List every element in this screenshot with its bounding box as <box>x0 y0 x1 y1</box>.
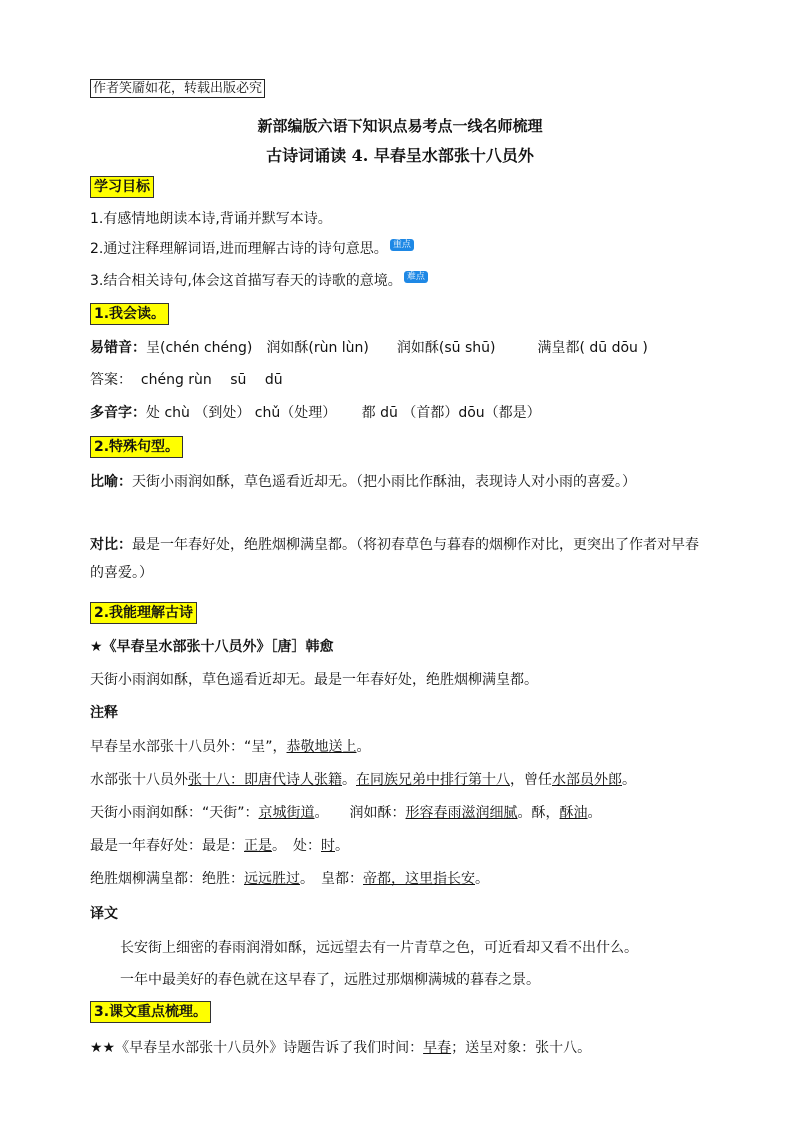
contrast-line <box>90 531 710 587</box>
note4-underline-2: 时 <box>321 838 335 854</box>
author-note: 作者笑靥如花，转载出版必究 <box>90 79 265 98</box>
notes-heading: 注释 <box>90 705 118 721</box>
sentences-heading-line <box>90 436 183 458</box>
note1-underline: 恭敬地送上 <box>286 739 357 755</box>
note2-underline-3: 水部员外郎 <box>552 772 622 788</box>
metaphor-line <box>90 468 710 496</box>
read-heading-line <box>90 303 169 325</box>
note1-post: 。 <box>356 739 371 755</box>
note1-pre: 早春呈水部张十八员外：“呈”， <box>90 739 287 755</box>
sentences-heading: 2.特殊句型。 <box>90 436 183 458</box>
note5-mid: 。 皇都： <box>300 871 363 887</box>
answer-label: 答案： <box>90 372 132 388</box>
contrast-text: 最是一年春好处，绝胜烟柳满皇都。（将初春草色与暮春的烟柳作对比，更突出了作者对早春的喜爱。） <box>90 537 699 581</box>
key-points-pre: ★★《早春呈水部张十八员外》诗题告诉了我们时间： <box>90 1040 424 1056</box>
polyphone-line <box>90 403 541 423</box>
poem-text: 天街小雨润如酥，草色遥看近却无。最是一年春好处，绝胜烟柳满皇都。 <box>90 672 538 688</box>
key-points-heading: 3.课文重点梳理。 <box>90 1001 211 1023</box>
polyphone-label: 多音字： <box>90 405 146 421</box>
note4-pre: 最是一年春好处：最是： <box>90 838 244 854</box>
answer-line <box>90 370 283 390</box>
note5-underline-2: 帝都，这里指长安 <box>363 871 475 887</box>
translation-heading: 译文 <box>90 906 118 922</box>
goal-item-2-text: 2.通过注释理解词语,进而理解古诗的诗句意思。 <box>90 241 388 257</box>
note2-underline-2: 在同族兄弟中排行第十八 <box>356 772 510 788</box>
note3-post: 。 <box>587 805 602 821</box>
goal-item-3 <box>90 271 428 291</box>
note4-mid: 。 处： <box>272 838 321 854</box>
key-points-heading-line <box>90 1001 211 1023</box>
key-points-post: ；送呈对象：张十八。 <box>451 1040 592 1056</box>
author-note-line <box>90 78 265 98</box>
note4-underline-1: 正是 <box>244 838 272 854</box>
note5-underline-1: 远远胜过 <box>244 871 300 887</box>
sub-title: 古诗词诵读 4. 早春呈水部张十八员外 <box>266 146 534 165</box>
hard-point-badge: 难点 <box>404 271 428 283</box>
error-pronunciation-line <box>90 338 648 358</box>
note3-underline-1: 京城街道 <box>258 805 315 821</box>
polyphone-text: 处 chù （到处） chǔ（处理） 都 dū （首都）dōu（都是） <box>146 405 541 421</box>
goal-item-3-text: 3.结合相关诗句,体会这首描写春天的诗歌的意境。 <box>90 273 402 289</box>
note2-post: 。 <box>622 772 636 788</box>
key-points-line <box>90 1038 591 1058</box>
note2-mid: 。 <box>342 772 356 788</box>
note5-post: 。 <box>475 871 489 887</box>
note2-underline-1: 张十八：即唐代诗人张籍 <box>188 772 342 788</box>
poem-heading: 2.我能理解古诗 <box>90 602 197 624</box>
error-label: 易错音： <box>90 340 146 356</box>
note3-underline-3: 酥油 <box>559 805 588 821</box>
note5-pre: 绝胜烟柳满皇都：绝胜： <box>90 871 244 887</box>
read-heading: 1.我会读。 <box>90 303 169 325</box>
note-line-3 <box>90 803 602 823</box>
translation-line-2: 一年中最美好的春色就在这早春了，远胜过那烟柳满城的暮春之景。 <box>120 972 540 988</box>
metaphor-label: 比喻： <box>90 474 132 490</box>
poem-title-line: ★《早春呈水部张十八员外》［唐］韩愈 <box>90 639 334 655</box>
metaphor-text: 天街小雨润如酥，草色遥看近却无。（把小雨比作酥油，表现诗人对小雨的喜爱。） <box>132 474 636 490</box>
note-line-1 <box>90 737 371 757</box>
note3-mid: 。 润如酥： <box>314 805 406 821</box>
goal-item-1: 1.有感情地朗读本诗,背诵并默写本诗。 <box>90 211 332 227</box>
note4-post: 。 <box>335 838 349 854</box>
error-text: 呈(chén chéng) 润如酥(rùn lùn) 润如酥(sū shū) 满皇都( dū dōu ) <box>146 340 648 356</box>
note-line-5 <box>90 869 489 889</box>
note-line-2 <box>90 770 636 790</box>
goals-heading-line <box>90 176 154 198</box>
answer-text: chéng rùn sū dū <box>140 372 283 388</box>
note-line-4 <box>90 836 349 856</box>
main-title: 新部编版六语下知识点易考点一线名师梳理 <box>257 117 543 135</box>
poem-heading-line <box>90 602 197 624</box>
note2-pre: 水部张十八员外 <box>90 772 188 788</box>
translation-line-1: 长安街上细密的春雨润滑如酥，远远望去有一片青草之色，可近看却又看不出什么。 <box>120 940 638 956</box>
note3-underline-2: 形容春雨滋润细腻 <box>405 805 518 821</box>
note2-mid2: ，曾任 <box>510 772 552 788</box>
key-points-underline: 早春 <box>423 1040 452 1056</box>
goals-heading: 学习目标 <box>90 176 154 198</box>
contrast-label: 对比： <box>90 537 132 553</box>
note3-mid2: 。酥， <box>517 805 560 821</box>
key-point-badge: 重点 <box>390 239 414 251</box>
goal-item-2 <box>90 239 414 259</box>
note3-pre: 天街小雨润如酥：“天街”： <box>90 805 259 821</box>
